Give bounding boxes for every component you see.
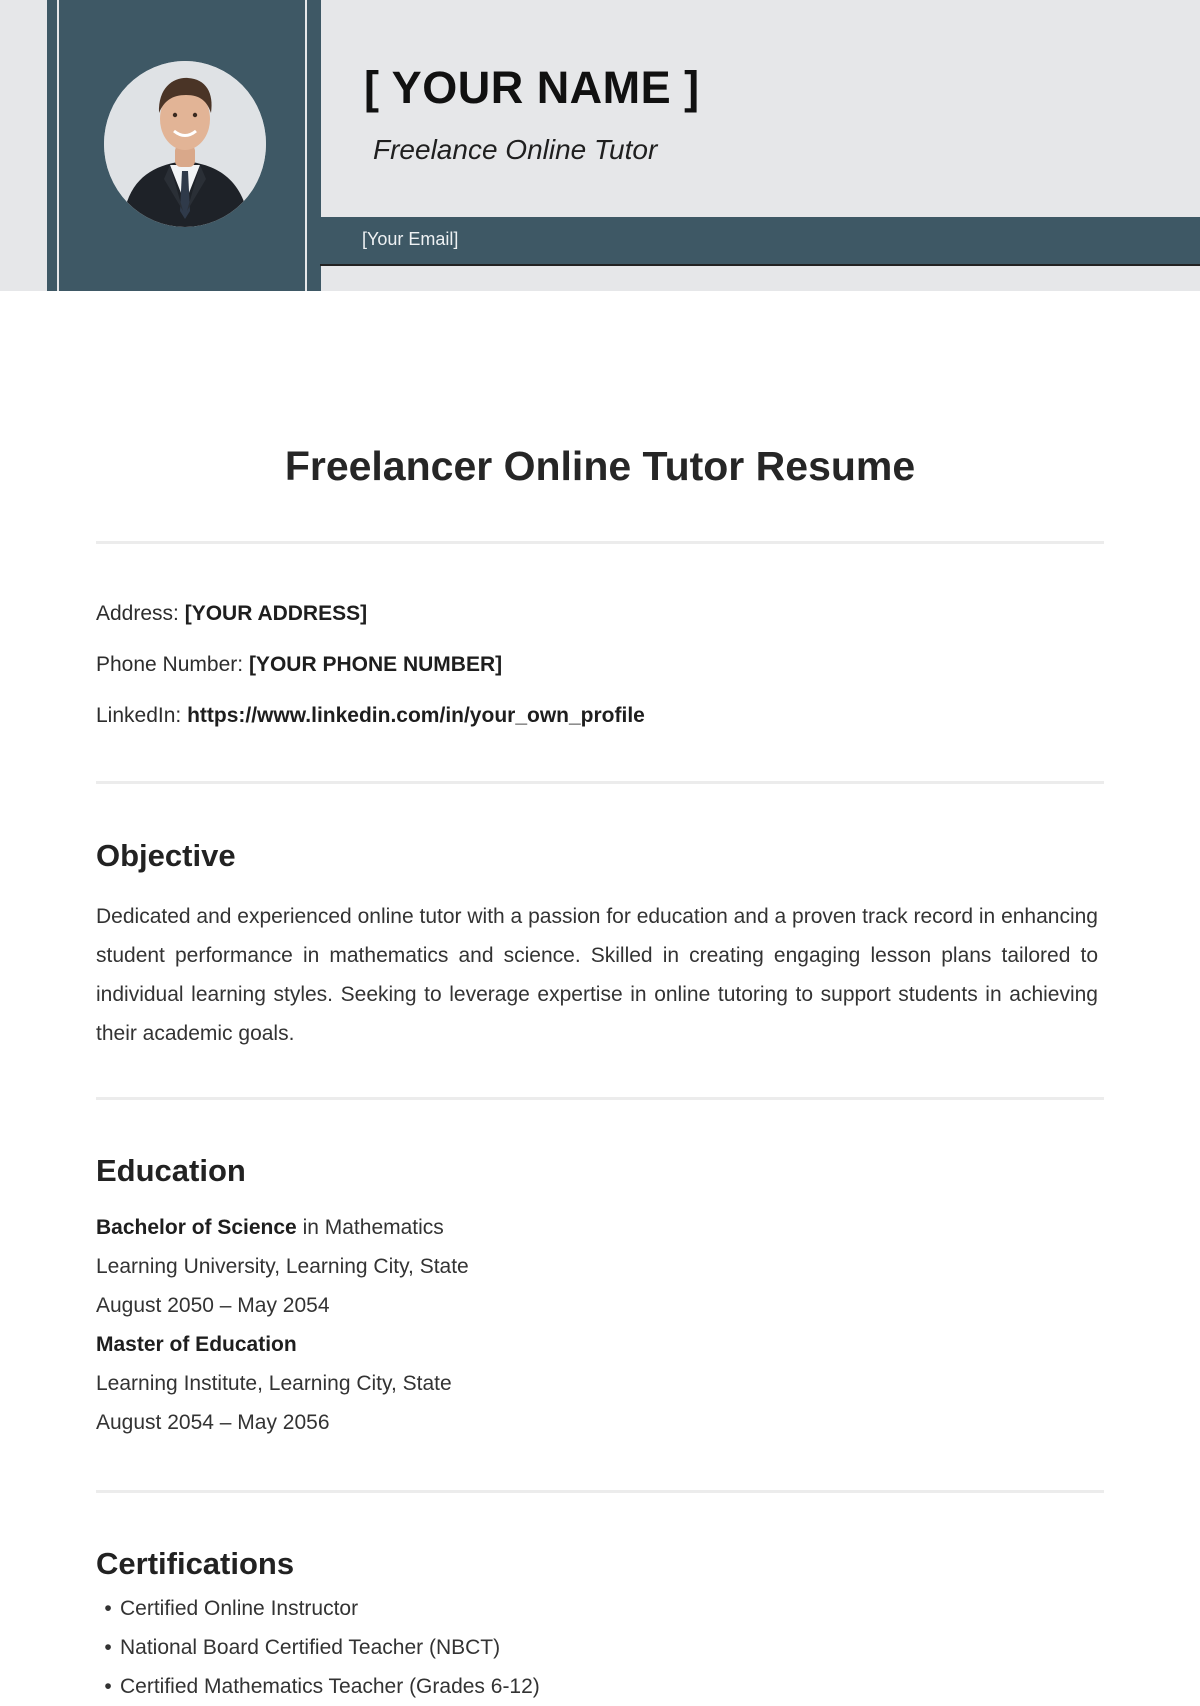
education-heading: Education xyxy=(96,1153,246,1188)
contact-phone xyxy=(96,653,502,677)
certification-item: • National Board Certified Teacher (NBCT) xyxy=(96,1628,540,1667)
contact-linkedin xyxy=(96,704,645,728)
candidate-job-title: Freelance Online Tutor xyxy=(373,134,658,165)
education-school: Learning Institute, Learning City, State xyxy=(96,1372,452,1395)
strip-divider-right xyxy=(305,0,307,291)
divider xyxy=(96,1097,1104,1100)
email-bar xyxy=(320,217,1200,266)
divider xyxy=(96,781,1104,784)
degree-name: Bachelor of Science xyxy=(96,1216,297,1239)
education-degree xyxy=(96,1333,297,1357)
address-label: Address: xyxy=(96,602,179,625)
education-dates: August 2050 – May 2054 xyxy=(96,1294,330,1317)
objective-heading: Objective xyxy=(96,838,236,873)
avatar xyxy=(104,61,266,227)
objective-text: Dedicated and experienced online tutor with a passion for education and a proven track record in enhancing student performance in mathematics and science. Skilled in creating engaging lesson plans tailored to individual learning styles. Seeking to leverage expertise in online tutoring to support students in achieving their academic goals. xyxy=(96,905,1098,1045)
education-degree xyxy=(96,1216,444,1240)
certification-item: • Certified Mathematics Teacher (Grades 6-12) xyxy=(96,1667,540,1706)
divider xyxy=(96,1490,1104,1493)
contact-address xyxy=(96,602,367,626)
email-text: [Your Email] xyxy=(362,229,459,249)
candidate-name: [ YOUR NAME ] xyxy=(364,62,700,113)
certification-item: • Certified Online Instructor xyxy=(96,1589,540,1628)
phone-label: Phone Number: xyxy=(96,653,244,676)
degree-field: in Mathematics xyxy=(296,1216,444,1239)
degree-name: Master of Education xyxy=(96,1333,297,1356)
strip-divider-left xyxy=(57,0,59,291)
address-value: [YOUR ADDRESS] xyxy=(184,602,368,625)
document-title: Freelancer Online Tutor Resume xyxy=(284,443,916,489)
linkedin-link[interactable]: https://www.linkedin.com/in/your_own_profile xyxy=(187,704,645,727)
resume-header xyxy=(0,0,1200,291)
divider xyxy=(96,541,1104,544)
profile-photo-icon xyxy=(104,61,266,227)
certifications-heading: Certifications xyxy=(96,1546,295,1581)
linkedin-label: LinkedIn: xyxy=(96,704,182,727)
education-dates: August 2054 – May 2056 xyxy=(96,1411,330,1434)
phone-value: [YOUR PHONE NUMBER] xyxy=(248,653,503,676)
education-school: Learning University, Learning City, State xyxy=(96,1255,469,1278)
certifications-list xyxy=(96,1589,540,1706)
